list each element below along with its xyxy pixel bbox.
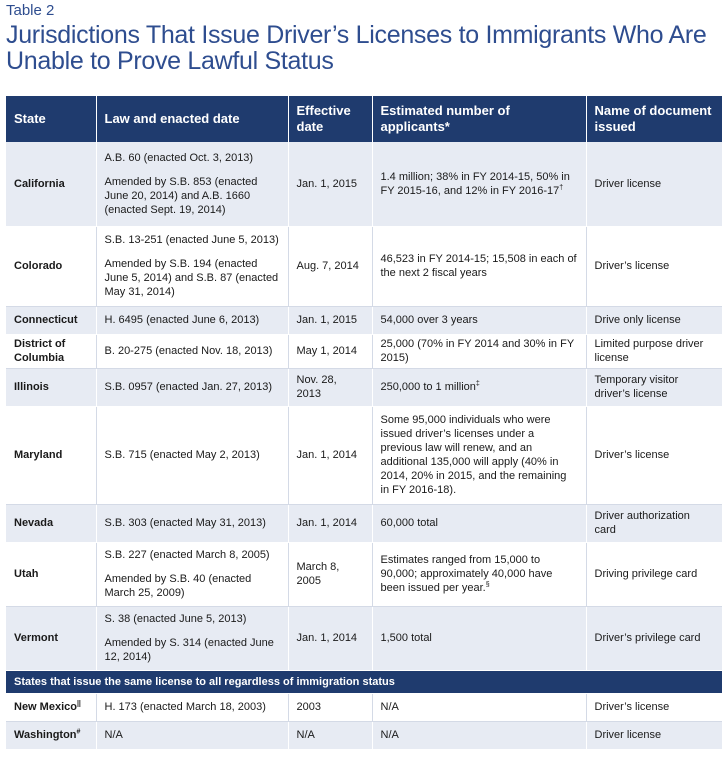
document-cell: Driver’s license — [586, 406, 722, 504]
law-cell — [96, 142, 288, 226]
table-body — [6, 142, 722, 670]
cell-text: 60,000 total — [380, 517, 438, 529]
cell-text: Maryland — [14, 449, 63, 461]
effective-date-cell: March 8, 2005 — [288, 542, 372, 606]
effective-date-cell: Jan. 1, 2014 — [288, 606, 372, 670]
footnote-mark: || — [76, 700, 81, 708]
table-row — [6, 226, 722, 306]
table-row — [6, 606, 722, 670]
effective-date-cell: Aug. 7, 2014 — [288, 226, 372, 306]
law-line: H. 173 (enacted March 18, 2003) — [104, 701, 266, 713]
law-cell — [96, 693, 288, 721]
table-row — [6, 142, 722, 226]
applicants-cell — [372, 721, 586, 749]
table-row — [6, 306, 722, 334]
law-line: A.B. 60 (enacted Oct. 3, 2013) — [104, 151, 254, 164]
effective-date-cell: 2003 — [288, 693, 372, 721]
effective-date-cell: Jan. 1, 2014 — [288, 504, 372, 542]
footnote-mark: # — [76, 728, 81, 736]
cell-text: Utah — [14, 568, 39, 580]
footnote-mark: † — [559, 184, 564, 192]
jurisdictions-table — [6, 96, 722, 750]
law-line: Amended by S. 314 (enacted June 12, 2014) — [104, 637, 274, 663]
spacer — [105, 247, 280, 257]
cell-text: 46,523 in FY 2014-15; 15,508 in each of the next 2 fiscal years — [380, 253, 577, 279]
document-cell: Driver license — [586, 142, 722, 226]
table-row — [6, 504, 722, 542]
table-row — [6, 721, 722, 749]
document-cell: Temporary visitor driver’s license — [586, 368, 722, 406]
applicants-cell — [372, 504, 586, 542]
table-row — [6, 542, 722, 606]
cell-text: Vermont — [14, 632, 59, 644]
cell-text: Illinois — [14, 381, 49, 393]
law-line: S.B. 0957 (enacted Jan. 27, 2013) — [104, 381, 273, 393]
applicants-cell — [372, 542, 586, 606]
state-cell — [6, 142, 96, 226]
law-line: S.B. 303 (enacted May 31, 2013) — [104, 517, 266, 529]
law-cell — [96, 542, 288, 606]
law-line: S.B. 227 (enacted March 8, 2005) — [104, 549, 270, 561]
state-cell — [6, 504, 96, 542]
applicants-cell — [372, 368, 586, 406]
state-cell — [6, 334, 96, 368]
effective-date-cell: Jan. 1, 2015 — [288, 306, 372, 334]
law-line: N/A — [104, 729, 123, 741]
cell-text: California — [14, 177, 65, 190]
document-cell: Driving privilege card — [586, 542, 722, 606]
cell-text: Some 95,000 individuals who were issued driver’s licenses under a previous law will renew, and an additional 135,000 will apply (40% in 2014, 20% in 2015, and the remaining in FY 2016-18). — [380, 414, 567, 496]
table-section — [6, 670, 722, 749]
table-row — [6, 693, 722, 721]
document-cell: Driver’s license — [586, 693, 722, 721]
effective-date-cell: Jan. 1, 2014 — [288, 406, 372, 504]
table-row — [6, 368, 722, 406]
applicants-cell — [372, 606, 586, 670]
law-cell — [96, 226, 288, 306]
document-cell: Driver’s privilege card — [586, 606, 722, 670]
cell-text: Connecticut — [14, 314, 78, 326]
applicants-cell — [372, 306, 586, 334]
cell-text: Nevada — [14, 517, 54, 529]
cell-text: 1,500 total — [380, 632, 432, 644]
state-cell — [6, 606, 96, 670]
cell-text: Colorado — [14, 260, 63, 272]
document-cell: Driver license — [586, 721, 722, 749]
effective-date-cell: May 1, 2014 — [288, 334, 372, 368]
law-line: Amended by S.B. 194 (enacted June 5, 2014) and S.B. 87 (enacted May 31, 2014) — [104, 258, 279, 298]
state-cell — [6, 542, 96, 606]
law-cell — [96, 406, 288, 504]
header-applicants: Estimated number of applicants* — [372, 96, 586, 142]
header-state: State — [6, 96, 96, 142]
header-row — [6, 96, 722, 142]
section-label: States that issue the same license to all regardless of immigration status — [6, 670, 722, 693]
table-row — [6, 334, 722, 368]
applicants-cell — [372, 406, 586, 504]
table-row — [6, 406, 722, 504]
page-title: Jurisdictions That Issue Driver’s Licenses to Immigrants Who Are Unable to Prove Lawful Status — [6, 21, 707, 75]
law-line: Amended by S.B. 853 (enacted June 20, 2014) and A.B. 1660 (enacted Sept. 19, 2014) — [104, 175, 258, 216]
document-cell: Drive only license — [586, 306, 722, 334]
law-line: S.B. 13-251 (enacted June 5, 2013) — [104, 234, 279, 246]
cell-text: 250,000 to 1 million — [380, 381, 476, 393]
header-document: Name of document issued — [586, 96, 722, 142]
law-line: S. 38 (enacted June 5, 2013) — [104, 613, 247, 625]
table-label: Table 2 — [6, 2, 55, 19]
law-cell — [96, 606, 288, 670]
cell-text: 1.4 million; 38% in FY 2014-15, 50% in FY 2015-16, and 12% in FY 2016-17 — [380, 170, 570, 197]
law-cell — [96, 334, 288, 368]
law-cell — [96, 504, 288, 542]
footnote-mark: ‡ — [475, 380, 480, 388]
law-line: S.B. 715 (enacted May 2, 2013) — [104, 449, 260, 461]
law-line: B. 20-275 (enacted Nov. 18, 2013) — [104, 345, 273, 357]
state-cell — [6, 226, 96, 306]
spacer — [105, 562, 280, 572]
law-cell — [96, 721, 288, 749]
state-cell — [6, 721, 96, 749]
cell-text: Estimates ranged from 15,000 to 90,000; approximately 40,000 have been issued per year. — [380, 554, 553, 594]
document-cell: Limited purpose driver license — [586, 334, 722, 368]
effective-date-cell: N/A — [288, 721, 372, 749]
spacer — [105, 165, 280, 175]
cell-text: N/A — [380, 729, 399, 741]
cell-text: 54,000 over 3 years — [380, 314, 478, 326]
spacer — [105, 626, 280, 636]
applicants-cell — [372, 334, 586, 368]
section-header-row — [6, 670, 722, 693]
cell-text: 25,000 (70% in FY 2014 and 30% in FY 2015) — [380, 338, 574, 364]
cell-text: New Mexico — [14, 701, 77, 713]
cell-text: N/A — [380, 701, 399, 713]
header-law: Law and enacted date — [96, 96, 288, 142]
state-cell — [6, 368, 96, 406]
state-cell — [6, 693, 96, 721]
state-cell — [6, 406, 96, 504]
applicants-cell — [372, 142, 586, 226]
law-cell — [96, 306, 288, 334]
document-cell: Driver’s license — [586, 226, 722, 306]
applicants-cell — [372, 693, 586, 721]
footnote-mark: § — [485, 581, 490, 589]
applicants-cell — [372, 226, 586, 306]
document-cell: Driver authorization card — [586, 504, 722, 542]
header-effective-date: Effective date — [288, 96, 372, 142]
cell-text: Washington — [14, 729, 77, 741]
law-line: H. 6495 (enacted June 6, 2013) — [104, 314, 260, 326]
effective-date-cell: Nov. 28, 2013 — [288, 368, 372, 406]
state-cell — [6, 306, 96, 334]
effective-date-cell: Jan. 1, 2015 — [288, 142, 372, 226]
cell-text: District of Columbia — [14, 338, 66, 364]
law-cell — [96, 368, 288, 406]
law-line: Amended by S.B. 40 (enacted March 25, 2009) — [104, 573, 252, 599]
